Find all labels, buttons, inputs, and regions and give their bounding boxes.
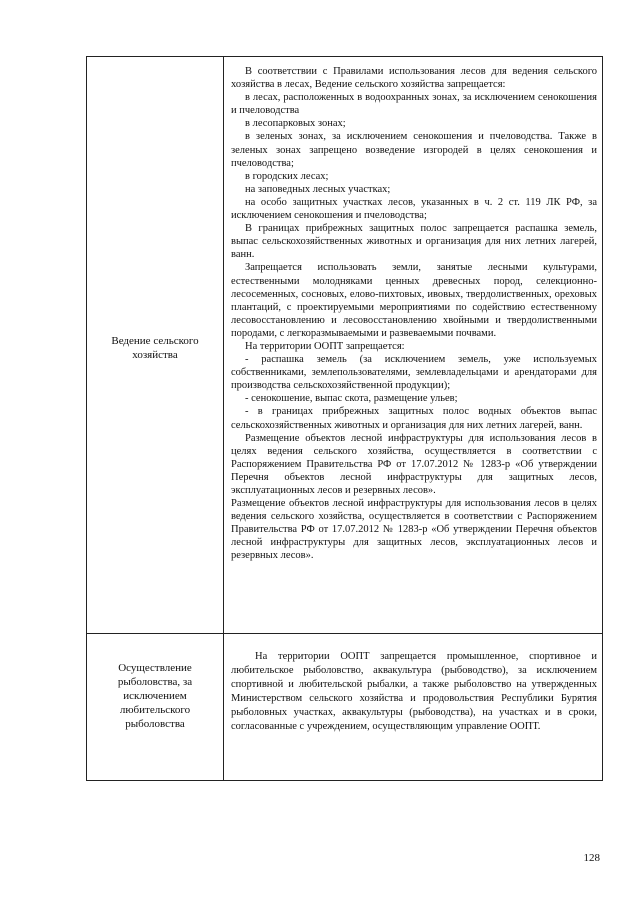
- paragraph: в лесах, расположенных в водоохранных зонах, за исключением сенокошения и пчеловодства: [231, 92, 597, 117]
- regulations-table: [86, 56, 603, 781]
- paragraph: На территории ООПТ запрещается:: [245, 340, 405, 352]
- restrictions-text: [224, 634, 602, 734]
- restrictions-cell: [224, 634, 603, 781]
- activity-label: Ведение сельского хозяйства: [111, 335, 199, 361]
- paragraph: - распашка земель (за исключением земель, уже используемых собственниками, землепользователями, землевладельцами и арендаторами для производства сельскохозяйственной продукции);: [231, 354, 597, 392]
- table-row: [87, 634, 603, 781]
- paragraph: На территории ООПТ запрещается промышленное, спортивное и любительское рыболовство, аквакультура (рыбоводство), за исключением спортивной и любительской рыбалки, а также рыболовство на утвержденных Министерством сельского хозяйства и продовольствия Республики Бурятия рыболовных участках, аквакультуры (рыбоводства), на участках и в сроки, согласованные с учреждением, осуществляющим управление ООПТ.: [231, 651, 597, 732]
- activity-cell: [87, 634, 224, 781]
- paragraph: - сенокошение, выпас скота, размещение ульев;: [245, 393, 458, 405]
- page-number: 128: [583, 852, 600, 864]
- paragraph: В границах прибрежных защитных полос запрещается распашка земель, выпас сельскохозяйственных животных и организация для них летних лагерей, ванн.: [231, 223, 597, 261]
- paragraph: в городских лесах;: [245, 170, 329, 182]
- paragraph: Размещение объектов лесной инфраструктуры для использования лесов в целях ведения сельского хозяйства, осуществляется в соответствии с Распоряжением Правительства РФ от 17.07.2012 № 1283-р «Об утверждении Перечня объектов лесной инфраструктуры для защитных лесов, эксплуатационных лесов и резервных лесов».: [231, 432, 597, 496]
- restrictions-cell: [224, 57, 603, 634]
- activity-label: Осуществление рыболовства, за исключением любительского рыболовства: [117, 662, 193, 730]
- activity-cell: [87, 57, 224, 634]
- paragraph: - в границах прибрежных защитных полос водных объектов выпас сельскохозяйственных животных и организация для них летних лагерей, ванн.: [231, 406, 597, 431]
- restrictions-text: [224, 57, 602, 563]
- paragraph: на заповедных лесных участках;: [245, 183, 391, 195]
- paragraph: Размещение объектов лесной инфраструктуры для использования лесов в целях ведения сельского хозяйства, осуществляется в соответствии с Распоряжением Правительства РФ от 17.07.2012 № 1283-р «Об утверждении Перечня объектов лесной инфраструктуры для защитных лесов, эксплуатационных лесов и резервных лесов».: [231, 498, 597, 562]
- table-row: [87, 57, 603, 634]
- paragraph: в зеленых зонах, за исключением сенокошения и пчеловодства. Также в зеленых зонах запрещено возведение изгородей в целях сенокошения и пчеловодства;: [231, 131, 597, 169]
- paragraph: Запрещается использовать земли, занятые лесными культурами, естественными молодняками ценных древесных пород, селекционно-лесосеменных, сосновых, елово-пихтовых, ивовых, твердолиственных, ореховых плантаций, с проектируемыми мероприятиями по содействию естественному лесовосстановлению и лесовосстановлению хвойными и твердолиственными породами, с легкоразмываемыми и развеваемыми почвами.: [231, 262, 597, 339]
- paragraph: на особо защитных участках лесов, указанных в ч. 2 ст. 119 ЛК РФ, за исключением сенокошения и пчеловодства;: [231, 196, 597, 222]
- paragraph: в лесопарковых зонах;: [245, 118, 346, 130]
- paragraph: В соответствии с Правилами использования лесов для ведения сельского хозяйства в лесах, Ведение сельского хозяйства запрещается:: [231, 66, 597, 91]
